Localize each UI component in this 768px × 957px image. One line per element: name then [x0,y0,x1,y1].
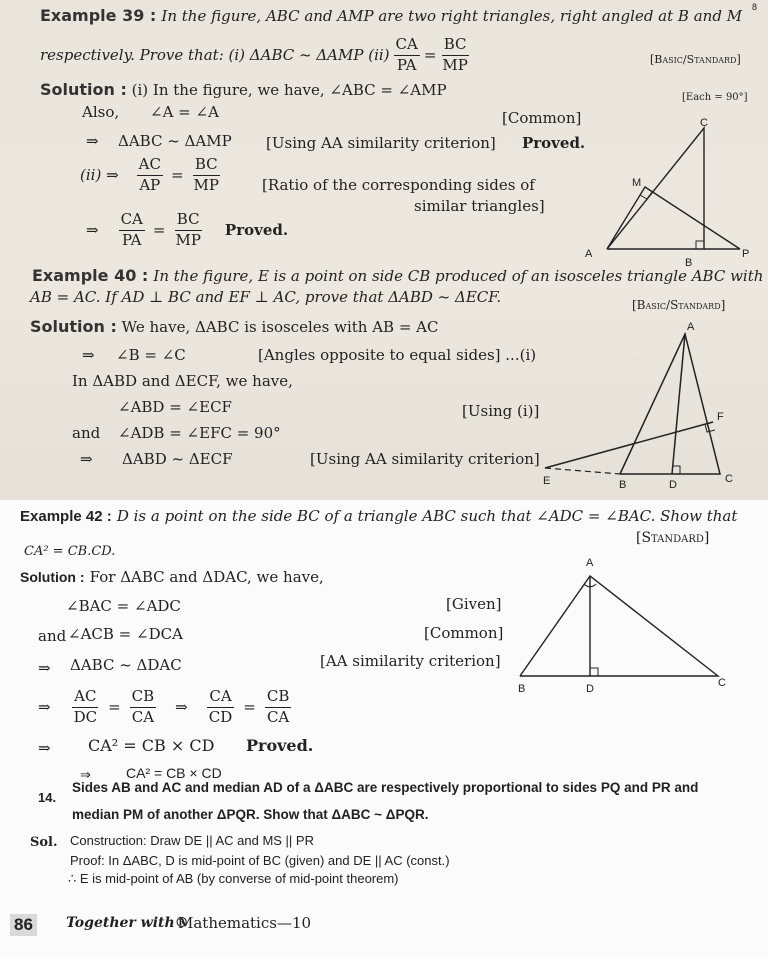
square-relation: CA² = CB × CD [88,736,215,755]
example-42-statement-1: D is a point on the side BC of a triangle ABC such that ∠ADC = ∠BAC. Show that [116,507,738,525]
angle-bac-adc: ∠BAC = ∠ADC [66,597,181,615]
solution-text: For ΔABC and ΔDAC, we have, [89,568,324,586]
question-number: 14. [38,790,57,805]
implies-arrow: ⇒ [80,450,93,468]
subject-title: Mathematics—10 [178,914,312,932]
label-e: E [543,475,551,487]
fraction-cb-ca [130,689,157,726]
fraction-bc-mp [192,157,221,194]
example-42-label: Example 42 : [20,508,112,525]
label-c: C [718,677,726,689]
fraction-ca-pa [119,212,145,249]
fraction-numerator: BC [193,157,220,176]
implies-arrow: ⇒ [82,346,95,364]
label-d: D [669,479,677,491]
right-angles-equation: ∠ADB = ∠EFC = 90° [118,424,281,442]
solution-text: We have, ΔABC is isosceles with AB = AC [121,318,439,336]
also-equation: ∠A = ∠A [150,103,219,121]
fraction-denominator: AP [139,175,161,194]
triangle-abc [620,334,720,474]
fraction-denominator: PA [396,55,417,74]
triangle-abc [607,128,704,249]
label-m: M [632,177,642,189]
similarity-reason: [AA similarity criterion] [320,652,501,670]
similarity-reason: [Using AA similarity criterion] [266,134,496,152]
fraction-numerator: AC [137,157,163,176]
bottom-page-scan [0,500,768,957]
label-b: B [518,683,526,695]
example-42-level-tag: [Standard] [636,530,710,546]
label-b: B [619,479,627,491]
construction-line: Construction: Draw DE || AC and MS || PR [70,833,314,848]
right-angle-mark-b [696,241,704,249]
proved-label: Proved. [246,736,314,755]
ratio-reason-2: similar triangles] [414,197,545,215]
example-42-solution-line [20,567,324,586]
example-39-line1 [40,6,742,25]
fraction-cb-ca [265,689,292,726]
angles-reason: [Angles opposite to equal sides] ...(i) [258,346,537,364]
fraction-denominator: PA [121,230,142,249]
altitude-ad [672,334,685,474]
label-p: P [742,248,750,260]
fraction-ac-ap [137,157,163,194]
example-39-label: Example 39 : [40,6,157,25]
triangle-abc [520,576,718,676]
fraction-numerator: CA [119,212,145,231]
common-reason: [Common] [424,624,504,642]
ratio-line: ⇒ $\frac{AC}{DC}$ = $\frac{CB}{CA}$ ⇒ $\frac{CA}{CD}$ = $\frac{CB}{CA}$ [38,687,290,726]
label-a: A [586,557,594,569]
label-c: C [725,473,733,485]
label-f: F [717,411,724,423]
using-i-reason: [Using (i)] [462,402,540,420]
example-39-level-tag: [Basic/Standard] [650,53,741,66]
page-number: 86 [10,914,37,936]
fraction-numerator: BC [175,212,202,231]
figure-right-triangles-abc-amp [580,112,768,268]
fraction-denominator: CA [266,707,290,726]
perpendicular-ef [545,422,713,468]
given-reason: [Given] [446,595,502,613]
similarity-equation: ΔABD ~ ΔECF [122,450,233,468]
each-angle-tag: [Each = 90°] [682,92,748,103]
example-40-label: Example 40 : [32,266,149,285]
and-label: and [72,424,101,442]
implies-arrow: ⇒ [175,698,188,717]
solution-label: Solution : [40,80,127,99]
fraction-numerator: BC [442,37,469,56]
fraction-numerator: CB [130,689,157,708]
implies-arrow: ⇒ [80,767,91,782]
example-40-statement-2: AB = AC. If AD ⊥ BC and EF ⊥ AC, prove that ΔABD ~ ΔECF. [30,288,502,306]
fraction-bc-mp [440,37,469,74]
fraction-denominator: CD [208,707,233,726]
label-d: D [586,683,594,695]
fraction-numerator: CA [394,37,420,56]
and-label: and [38,627,67,645]
similarity-equation: ΔABC ~ ΔDAC [70,656,182,674]
example-42-statement-2: CA² = CB.CD. [24,544,116,559]
example-40-line1 [32,266,763,285]
fraction-numerator: CB [265,689,292,708]
square-relation-repeat: CA² = CB × CD [126,765,222,781]
angle-abd-ecf: ∠ABD = ∠ECF [118,398,232,416]
fraction-denominator: DC [73,707,98,726]
also-label: Also, [82,103,120,121]
similarity-reason: [Using AA similarity criterion] [310,450,540,468]
solution-label: Solution : [30,317,117,336]
sol-label: Sol. [30,835,58,850]
example-40-level-tag: [Basic/Standard] [632,298,726,312]
implies-arrow: ⇒ [38,698,51,717]
ratio-proved-line: ⇒ $\frac{CA}{PA}$ = $\frac{BC}{MP}$ Proved. [86,210,289,249]
fraction-bc-mp [173,212,202,249]
implies-arrow: ⇒ [38,739,51,757]
fraction-numerator: CA [207,689,233,708]
example-40-solution-line [30,317,438,336]
angle-b-equals-c: ∠B = ∠C [116,346,186,364]
solution-text: (i) In the figure, we have, ∠ABC = ∠AMP [131,81,447,99]
example-40-statement-1: In the figure, E is a point on side CB produced of an isosceles triangle ABC with [153,267,764,285]
proved-label: Proved. [224,221,289,240]
part-ii-label: (ii) ⇒ [80,166,119,185]
similarity-equation: ΔABC ~ ΔAMP [118,132,232,150]
corner-mark: 8 [752,2,758,12]
ratio-line: (ii) ⇒ $\frac{AC}{AP}$ = $\frac{BC}{MP}$ [80,155,219,194]
question-14-line1: Sides AB and AC and median AD of a ΔABC are respectively proportional to sides PQ and PR and [72,780,699,795]
fraction-ac-dc [72,689,100,726]
figure-isosceles-triangle-abc [535,318,768,498]
implies-arrow: ⇒ [86,221,99,240]
implies-arrow: ⇒ [86,132,99,150]
fraction-denominator: MP [442,55,468,74]
question-14-line2: median PM of another ΔPQR. Show that ΔABC ~ ΔPQR. [72,807,429,822]
conclusion-line: ∴ E is mid-point of AB (by converse of mid-point theorem) [68,871,399,886]
proved-label: Proved. [522,134,586,152]
triangle-amp [607,187,740,249]
fraction-denominator: MP [175,230,201,249]
fraction-numerator: AC [72,689,98,708]
produced-cb-dashed [545,468,620,474]
brand-logo: Together with® [66,915,189,931]
fraction-ca-pa [394,37,420,74]
implies-arrow: ⇒ [38,659,51,677]
label-c: C [700,117,708,129]
example-39-statement-2: respectively. Prove that: (i) ΔABC ~ ΔAMP (ii) [40,46,390,65]
ratio-reason-1: [Ratio of the corresponding sides of [262,176,535,194]
figure-triangle-abc-with-d [508,550,738,700]
example-39-statement-1: In the figure, ABC and AMP are two right triangles, right angled at B and M [161,7,743,25]
label-b: B [685,257,693,268]
common-reason: [Common] [502,109,582,127]
example-39-line2: respectively. Prove that: (i) ΔABC ~ ΔAMP (ii) $\frac{CA}{PA}$ = $\frac{BC}{MP}$ [40,35,468,74]
label-a: A [585,248,593,260]
angle-acb-dca: ∠ACB = ∠DCA [68,625,183,643]
triangles-intro: In ΔABD and ΔECF, we have, [72,372,293,390]
solution-label: Solution : [20,569,85,585]
example-42-line1 [20,506,737,525]
example-39-solution-line [40,80,447,99]
fraction-denominator: MP [193,175,219,194]
right-angle-mark-d [590,668,598,676]
label-a: A [687,321,695,333]
fraction-ca-cd [207,689,235,726]
proof-line: Proof: In ΔABC, D is mid-point of BC (given) and DE || AC (const.) [70,853,450,868]
fraction-denominator: CA [131,707,155,726]
right-angle-mark-f [705,424,715,432]
